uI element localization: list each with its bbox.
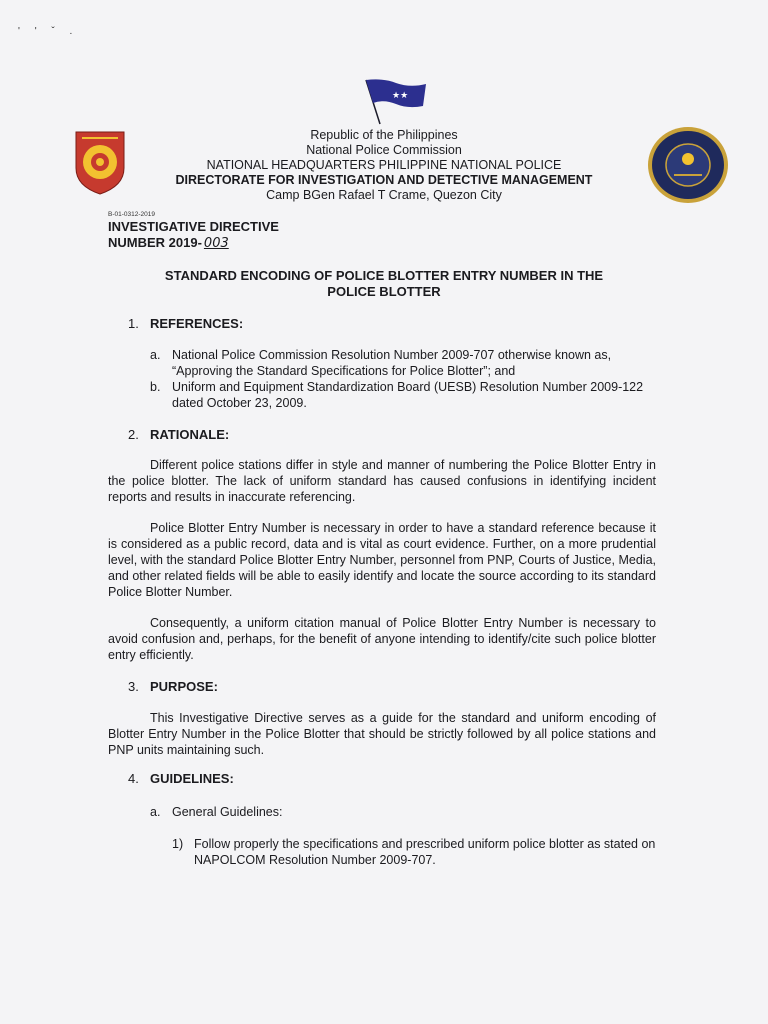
pnp-seal-icon	[72, 128, 128, 196]
section-heading-references: 1. REFERENCES:	[128, 316, 244, 331]
guideline-item: 1) Follow properly the specifications and prescribed uniform police blotter as stated on NAPOLCOM Resolution Number 2009-707.	[172, 837, 656, 867]
letterhead-nhq: NATIONAL HEADQUARTERS PHILIPPINE NATIONAL POLICE	[206, 158, 562, 172]
title-line-2: POLICE BLOTTER	[327, 284, 441, 299]
letterhead-address: Camp BGen Rafael T Crame, Quezon City	[266, 188, 502, 202]
rationale-paragraph: Police Blotter Entry Number is necessary in order to have a standard reference because it is considered as a public record, data and is vital as court evidence. Further, on a more prudential level, with the standard Police Blotter Entry Number, personnel from PNP, Courts of Justice, Media, and other related fields will be able to easily identify and locate the source according to its standard Police Blotter Number.	[108, 521, 656, 599]
purpose-paragraph: This Investigative Directive serves as a guide for the standard and uniform encoding of Blotter Entry Number in the Police Blotter that should be strictly followed by all police stations and PNP units maintaining such.	[108, 711, 656, 757]
reference-code: B-01-0312-2019	[108, 211, 155, 218]
reference-item: a. National Police Commission Resolution Number 2009-707 otherwise known as, “Approving the Standard Specifications for Police Blotter”; and	[150, 348, 612, 378]
letterhead-directorate: DIRECTORATE FOR INVESTIGATION AND DETECTIVE MANAGEMENT	[175, 173, 593, 187]
letterhead-napolcom: National Police Commission	[306, 143, 462, 157]
section-heading-purpose: 3. PURPOSE:	[128, 679, 218, 694]
directive-header	[108, 219, 279, 252]
rationale-paragraph: Different police stations differ in style and manner of numbering the Police Blotter Entry in the police blotter. The lack of uniform standard has caused confusions in identifying incident reports and results in inaccurate referencing.	[108, 458, 656, 504]
guideline-subheading: a. General Guidelines:	[150, 805, 283, 819]
document-title	[108, 268, 660, 300]
letterhead	[140, 128, 628, 203]
svg-text:★★: ★★	[392, 91, 409, 101]
directive-type: INVESTIGATIVE DIRECTIVE	[108, 219, 279, 234]
title-line-1: STANDARD ENCODING OF POLICE BLOTTER ENTRY NUMBER IN THE	[164, 268, 604, 283]
directive-number-handwritten: 003	[203, 236, 229, 251]
section-heading-guidelines: 4. GUIDELINES:	[128, 771, 234, 786]
reference-item: b. Uniform and Equipment Standardization Board (UESB) Resolution Number 2009-122 dated October 23, 2009.	[150, 380, 644, 410]
two-star-flag-icon	[360, 76, 430, 126]
directive-number	[108, 235, 279, 252]
rationale-paragraph: Consequently, a uniform citation manual of Police Blotter Entry Number is necessary to avoid confusion and, perhaps, for the benefit of anyone intending to identify/cite such police blotter entry efficiently.	[108, 616, 656, 662]
letterhead-republic: Republic of the Philippines	[310, 128, 458, 142]
didm-seal-icon	[646, 125, 730, 205]
section-heading-rationale: 2. RATIONALE:	[128, 427, 230, 442]
directive-number-prefix: NUMBER 2019-	[108, 235, 202, 250]
scan-marks: ' ' ˇ .	[18, 26, 79, 37]
